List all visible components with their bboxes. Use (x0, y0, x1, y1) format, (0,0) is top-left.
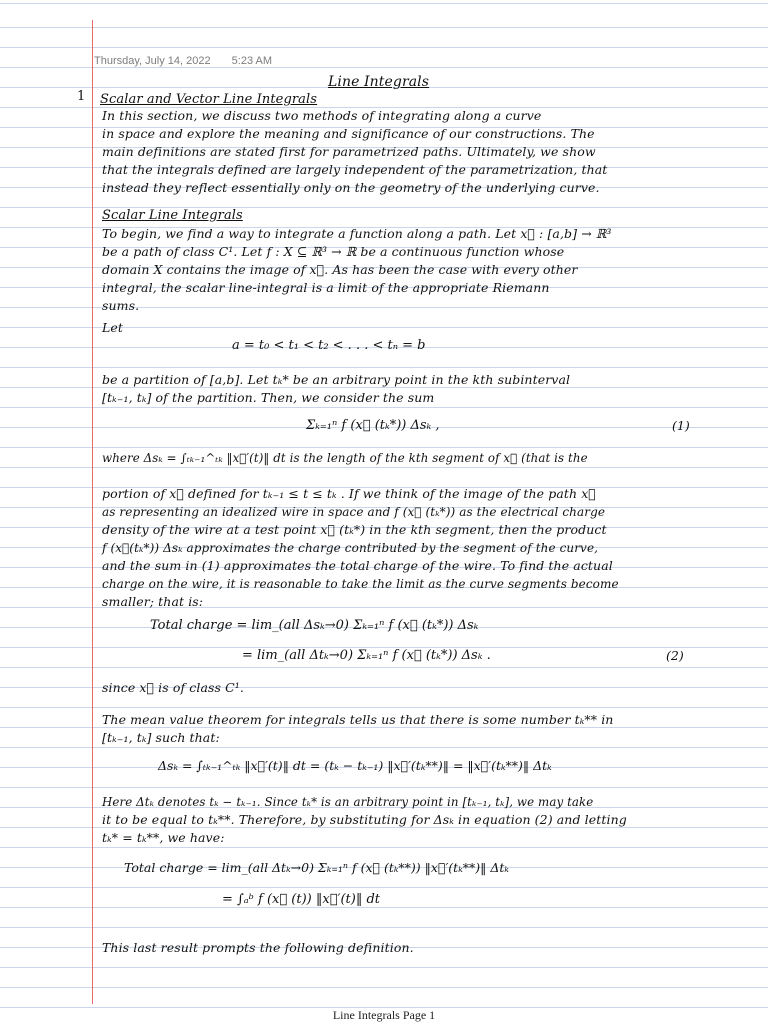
since-line: since x⃗ is of class C¹. (102, 680, 244, 695)
charge-line: charge on the wire, it is reasonable to take the limit as the curve segments become (102, 577, 619, 591)
equation-label-2: (2) (666, 648, 684, 663)
let-text: Let (102, 320, 124, 335)
final-equation-1: Total charge = lim_(all Δtₖ→0) Σₖ₌₁ⁿ f (x⃗ (tₖ**)) ‖x⃗′(tₖ**)‖ Δtₖ (124, 860, 509, 875)
final-equation-2: = ∫ₐᵇ f (x⃗ (t)) ‖x⃗′(t)‖ dt (222, 892, 380, 907)
charge-line: smaller; that is: (102, 594, 204, 609)
page-time: 5:23 AM (231, 55, 273, 67)
scalar-line: To begin, we find a way to integrate a function along a path. Let x⃗ : [a,b] → ℝ³ (102, 226, 612, 241)
intro-line: instead they reflect essentially only on the geometry of the underlying curve. (102, 180, 600, 195)
here-line: it to be equal to tₖ**. Therefore, by substituting for Δsₖ in equation (2) and letting (102, 812, 627, 827)
riemann-sum-equation: Σₖ₌₁ⁿ f (x⃗ (tₖ*)) Δsₖ , (306, 418, 440, 433)
page-footer: Line Integrals Page 1 (332, 1008, 436, 1022)
partition-line: be a partition of [a,b]. Let tₖ* be an arbitrary point in the kth subinterval (102, 372, 571, 387)
equation-label-1: (1) (672, 418, 690, 433)
charge-line: as representing an idealized wire in space and f (x⃗ (tₖ*)) as the electrical charge (102, 505, 606, 519)
here-line: tₖ* = tₖ**, we have: (102, 830, 225, 845)
partition-line: [tₖ₋₁, tₖ] of the partition. Then, we consider the sum (102, 390, 435, 405)
intro-line: In this section, we discuss two methods of integrating along a curve (102, 108, 542, 123)
page-date: Thursday, July 14, 2022 (94, 55, 211, 67)
charge-line: portion of x⃗ defined for tₖ₋₁ ≤ t ≤ tₖ . If we think of the image of the path x⃗ (102, 486, 596, 501)
mean-value-equation: Δsₖ = ∫ₜₖ₋₁^ₜₖ ‖x⃗′(t)‖ dt = (tₖ − tₖ₋₁) ‖x⃗′(tₖ**)‖ = ‖x⃗′(tₖ**)‖ Δtₖ (158, 758, 552, 773)
page-title: Line Integrals (328, 74, 430, 90)
intro-line: in space and explore the meaning and significance of our constructions. The (102, 126, 595, 141)
here-line: Here Δtₖ denotes tₖ − tₖ₋₁. Since tₖ* is an arbitrary point in [tₖ₋₁, tₖ], we may take (102, 795, 594, 809)
section-number: 1 (77, 89, 86, 104)
page-timestamp (94, 55, 290, 67)
scalar-line: integral, the scalar line-integral is a limit of the appropriate Riemann (102, 280, 550, 295)
mvt-line: [tₖ₋₁, tₖ] such that: (102, 730, 220, 745)
section-heading: Scalar and Vector Line Integrals (100, 92, 318, 107)
charge-line: f (x⃗(tₖ*)) Δsₖ approximates the charge contributed by the segment of the curve, (102, 541, 599, 555)
partition-equation: a = t₀ < t₁ < t₂ < . . . < tₙ = b (232, 338, 426, 353)
closing-line: This last result prompts the following definition. (102, 940, 414, 955)
scalar-line: sums. (102, 298, 140, 313)
intro-line: that the integrals defined are largely independent of the parametrization, that (102, 162, 608, 177)
scalar-line: be a path of class C¹. Let f : X ⊆ ℝ³ → ℝ be a continuous function whose (102, 244, 565, 259)
where-line: where Δsₖ = ∫ₜₖ₋₁^ₜₖ ‖x⃗′(t)‖ dt is the length of the kth segment of x⃗ (that is the (102, 451, 588, 465)
mvt-line: The mean value theorem for integrals tells us that there is some number tₖ** in (102, 712, 614, 727)
total-charge-equation-2: = lim_(all Δtₖ→0) Σₖ₌₁ⁿ f (x⃗ (tₖ*)) Δsₖ . (242, 648, 491, 663)
charge-line: and the sum in (1) approximates the total charge of the wire. To find the actual (102, 558, 613, 573)
subheading: Scalar Line Integrals (102, 208, 243, 223)
intro-line: main definitions are stated first for parametrized paths. Ultimately, we show (102, 144, 596, 159)
charge-line: density of the wire at a test point x⃗ (tₖ*) in the kth segment, then the product (102, 522, 607, 537)
total-charge-equation-1: Total charge = lim_(all Δsₖ→0) Σₖ₌₁ⁿ f (x⃗ (tₖ*)) Δsₖ (150, 618, 479, 633)
scalar-line: domain X contains the image of x⃗. As has been the case with every other (102, 262, 578, 277)
margin-line (92, 20, 93, 1004)
